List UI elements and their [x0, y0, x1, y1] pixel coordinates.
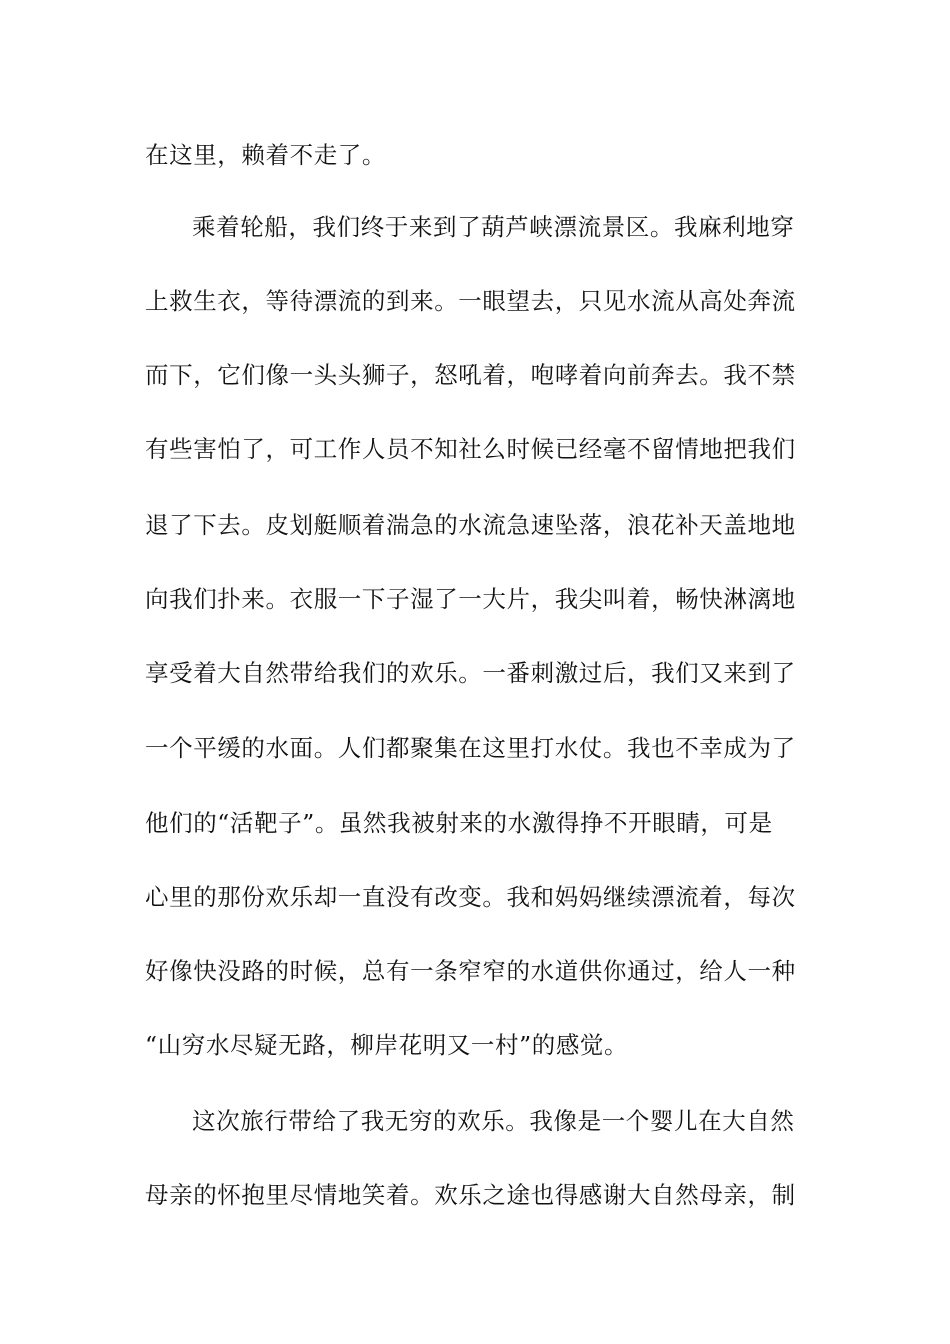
text-line: 上救生衣，等待漂流的到来。一眼望去，只见水流从高处奔流 [145, 287, 796, 315]
text-line: 母亲的怀抱里尽情地笑着。欢乐之途也得感谢大自然母亲，制 [145, 1181, 796, 1209]
text-line: 退了下去。皮划艇顺着湍急的水流急速坠落，浪花补天盖地地 [145, 511, 796, 539]
paragraph-start-line: 这次旅行带给了我无穷的欢乐。我像是一个婴儿在大自然 [192, 1107, 795, 1135]
paragraph-start-line: 乘着轮船，我们终于来到了葫芦峡漂流景区。我麻利地穿 [192, 213, 795, 241]
text-line: 好像快没路的时候，总有一条窄窄的水道供你通过，给人一种 [145, 957, 796, 985]
text-line: 而下，它们像一头头狮子，怒吼着，咆哮着向前奔去。我不禁 [145, 361, 796, 389]
text-line: 他们的“活靶子”。虽然我被射来的水激得挣不开眼睛，可是 [145, 809, 773, 837]
text-line: 向我们扑来。衣服一下子湿了一大片，我尖叫着，畅快淋漓地 [145, 585, 796, 613]
text-line: 一个平缓的水面。人们都聚集在这里打水仗。我也不幸成为了 [145, 734, 796, 762]
text-line: “山穷水尽疑无路，柳岸花明又一村”的感觉。 [145, 1031, 629, 1059]
text-line: 心里的那份欢乐却一直没有改变。我和妈妈继续漂流着，每次 [145, 883, 796, 911]
text-line: 有些害怕了，可工作人员不知社么时候已经毫不留情地把我们 [145, 435, 796, 463]
text-line: 享受着大自然带给我们的欢乐。一番刺激过后，我们又来到了 [145, 659, 796, 687]
text-line: 在这里，赖着不走了。 [145, 141, 386, 169]
